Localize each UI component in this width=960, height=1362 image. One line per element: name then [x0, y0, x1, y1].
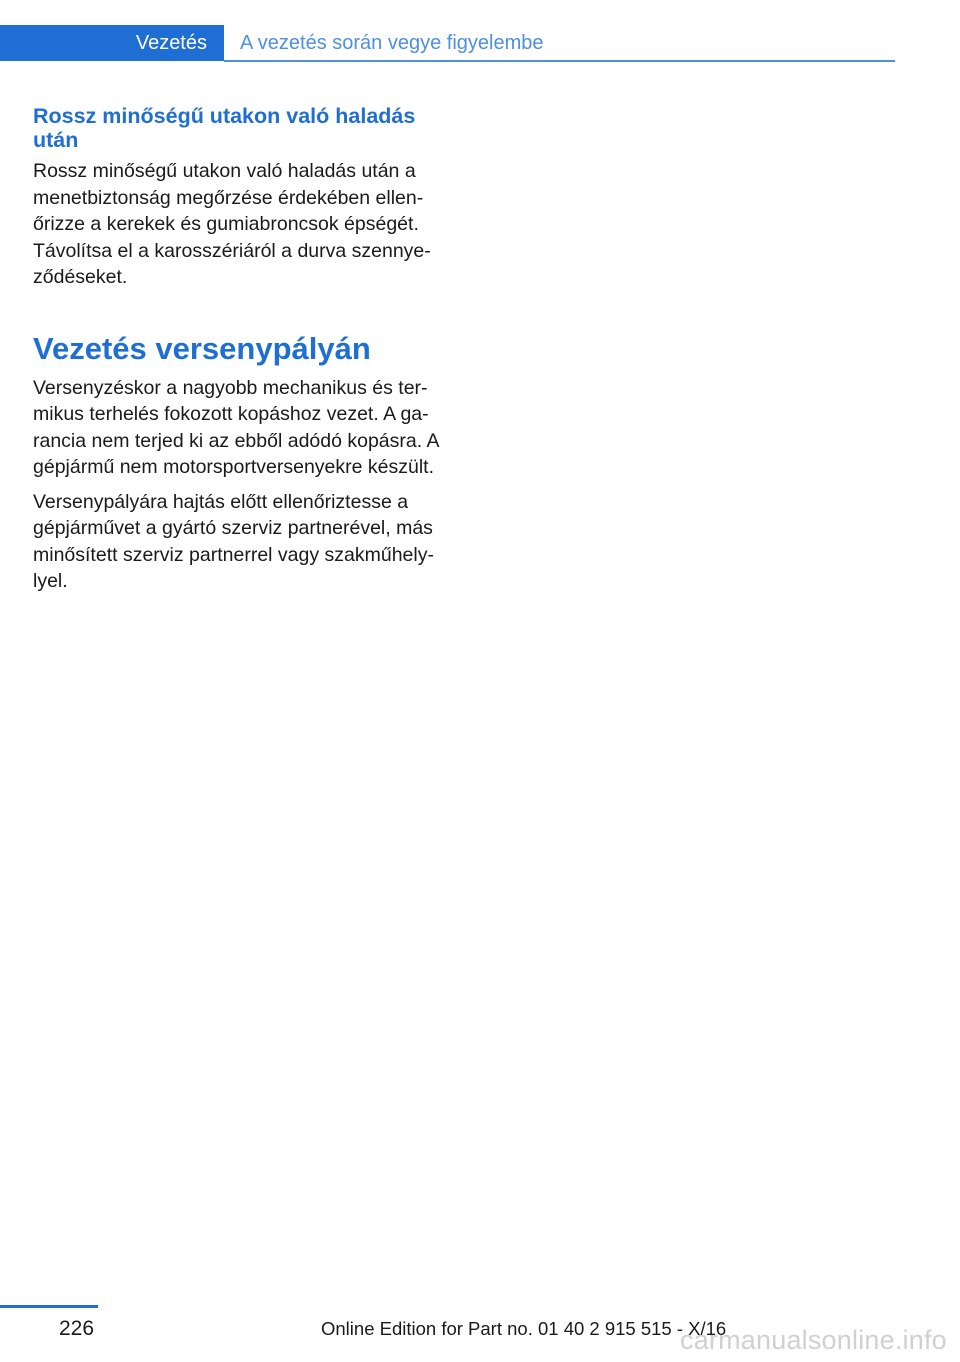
- watermark[interactable]: carmanualsonline.info: [680, 1325, 947, 1355]
- edition-text: Online Edition for Part no. 01 40 2 915 515 - X/16: [321, 1318, 727, 1339]
- subheading: Rossz minőségű utakon való haladás után: [33, 104, 416, 152]
- page-header: [0, 25, 895, 62]
- paragraph-1: Versenyzéskor a nagyobb mechanikus és termikus terhelés fokozott kopáshoz vezet. A garancia nem terjed ki az ebből adódó kopásra. A gépjármű nem motorsportversenyekre készült.: [33, 376, 439, 478]
- section-heading: Vezetés versenypályán: [33, 330, 371, 366]
- footer-rule: [0, 1305, 98, 1308]
- page-number: 226: [59, 1317, 95, 1340]
- header-rule: [224, 60, 895, 62]
- chapter-tab[interactable]: Vezetés: [0, 25, 224, 61]
- paragraph-2: Versenypályára hajtás előtt ellenőriztesse a gépjárművet a gyártó szerviz partnerével, más minősített szerviz partnerrel vagy szakműhelylyel.: [33, 490, 434, 592]
- main-content: [33, 104, 453, 595]
- section-title[interactable]: A vezetés során vegye figyelembe: [240, 32, 544, 54]
- subheading-paragraph: Rossz minőségű utakon való haladás után a menetbiztonság megőrzése érdekében ellenőrizze a kerekek és gumiabroncsok épségét. Távolítsa el a karosszériáról a durva szennyeződéseket.: [33, 160, 431, 288]
